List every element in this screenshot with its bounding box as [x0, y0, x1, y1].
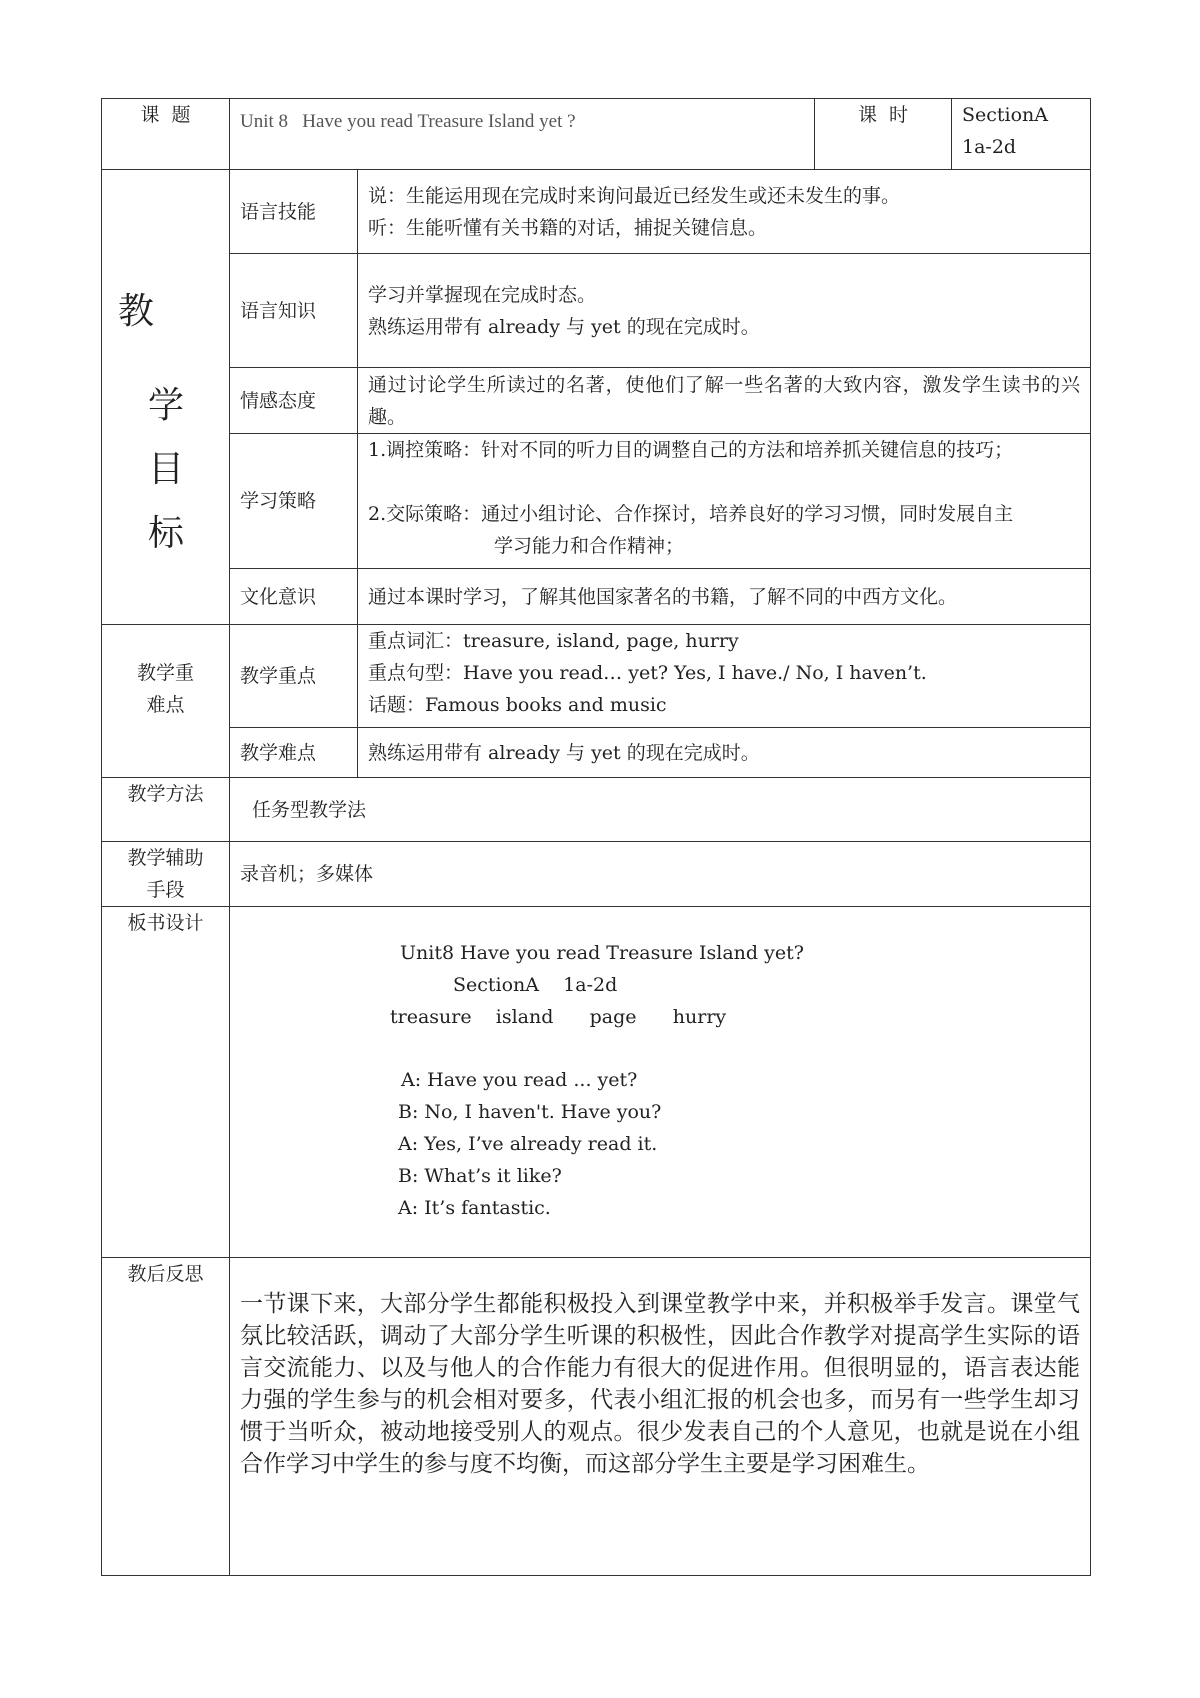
aids-label-line1: 教学辅助	[127, 847, 204, 869]
lesson-title: Unit 8 Have you read Treasure Island yet ?	[240, 111, 576, 132]
goals-group-label	[102, 170, 230, 625]
goal-line: 熟练运用带有 already 与 yet 的现在完成时。	[368, 315, 760, 338]
board-label: 板书设计	[102, 907, 230, 1258]
goal-content-knowledge	[358, 254, 1091, 368]
board-dialogue-line: A: Have you read ... yet?	[401, 1069, 638, 1091]
board-dialogue-line: B: No, I haven't. Have you?	[398, 1101, 662, 1123]
method-value: 任务型教学法	[230, 778, 1091, 842]
goal-char-3: 目	[148, 449, 185, 490]
goal-line: 2.交际策略：通过小组讨论、合作探讨，培养良好的学习习惯，同时发展自主	[368, 503, 1014, 525]
goal-label-attitude: 情感态度	[230, 368, 358, 434]
goal-label-strategy: 学习策略	[230, 434, 358, 569]
difficulty-content: 熟练运用带有 already 与 yet 的现在完成时。	[358, 728, 1091, 778]
period-section: SectionA	[962, 104, 1049, 126]
goal-line: 说：生能运用现在完成时来询问最近已经发生或还未发生的事。	[368, 184, 901, 207]
aids-label	[102, 842, 230, 907]
focus-line: 重点句型：Have you read… yet? Yes, I have./ No, I haven’t.	[368, 662, 927, 684]
keypoints-group-label	[102, 625, 230, 778]
goal-line: 1.调控策略：针对不同的听力目的调整自己的方法和培养抓关键信息的技巧；	[368, 439, 1014, 461]
goal-line: 学习并掌握现在完成时态。	[368, 283, 597, 306]
goal-content-attitude	[358, 368, 1091, 434]
focus-content	[358, 625, 1091, 728]
reflection-content	[230, 1258, 1091, 1576]
board-dialogue-line: A: It’s fantastic.	[398, 1197, 551, 1219]
aids-value: 录音机；多媒体	[230, 842, 1091, 907]
period-value	[952, 99, 1091, 170]
board-design	[230, 907, 1091, 1258]
board-title: Unit8 Have you read Treasure Island yet?	[400, 942, 804, 964]
goal-char-1: 教	[118, 291, 155, 332]
keypoints-label-line1: 教学重	[136, 662, 194, 684]
goal-line: 通过讨论学生所读过的名著，使他们了解一些名著的大致内容，激发学生读书的兴趣。	[368, 373, 1080, 428]
period-range: 1a-2d	[962, 136, 1017, 158]
focus-line: 话题：Famous books and music	[368, 694, 667, 716]
keypoints-label-line2: 难点	[146, 694, 185, 716]
topic-value	[230, 99, 815, 170]
board-dialogue-line: B: What’s it like?	[398, 1165, 562, 1187]
goal-content-strategy	[358, 434, 1091, 569]
topic-label: 课 题	[102, 99, 230, 170]
goal-content-skills	[358, 170, 1091, 254]
board-section: SectionA 1a-2d	[453, 974, 618, 996]
goal-label-knowledge: 语言知识	[230, 254, 358, 368]
goal-line: 学习能力和合作精神；	[494, 535, 685, 557]
goal-char-4: 标	[148, 513, 185, 554]
difficulty-label: 教学难点	[230, 728, 358, 778]
lesson-plan-table	[101, 98, 1091, 1576]
focus-line: 重点词汇：treasure, island, page, hurry	[368, 630, 739, 652]
goal-line: 听：生能听懂有关书籍的对话，捕捉关键信息。	[368, 216, 768, 239]
goal-char-2: 学	[148, 385, 185, 426]
goal-label-culture: 文化意识	[230, 569, 358, 625]
goal-content-culture	[358, 569, 1091, 625]
board-words: treasure island page hurry	[390, 1006, 727, 1028]
aids-label-line2: 手段	[146, 879, 185, 901]
focus-label: 教学重点	[230, 625, 358, 728]
board-content	[230, 907, 1090, 1257]
goal-line: 通过本课时学习，了解其他国家著名的书籍，了解不同的中西方文化。	[368, 585, 958, 608]
period-label: 课 时	[815, 99, 952, 170]
method-label: 教学方法	[102, 778, 230, 842]
reflection-label: 教后反思	[102, 1258, 230, 1576]
goal-label-skills: 语言技能	[230, 170, 358, 254]
board-dialogue-line: A: Yes, I’ve already read it.	[398, 1133, 658, 1155]
reflection-text: 一节课下来，大部分学生都能积极投入到课堂教学中来，并积极举手发言。课堂气氛比较活跃，调动了大部分学生听课的积极性，因此合作教学对提高学生实际的语言交流能力、以及与他人的合作能力有很大的促进作用。但很明显的，语言表达能力强的学生参与的机会相对要多，代表小组汇报的机会也多，而另有一些学生却习惯于当听众，被动地接受别人的观点。很少发表自己的个人意见，也就是说在小组合作学习中学生的参与度不均衡，而这部分学生主要是学习困难生。	[240, 1291, 1080, 1477]
